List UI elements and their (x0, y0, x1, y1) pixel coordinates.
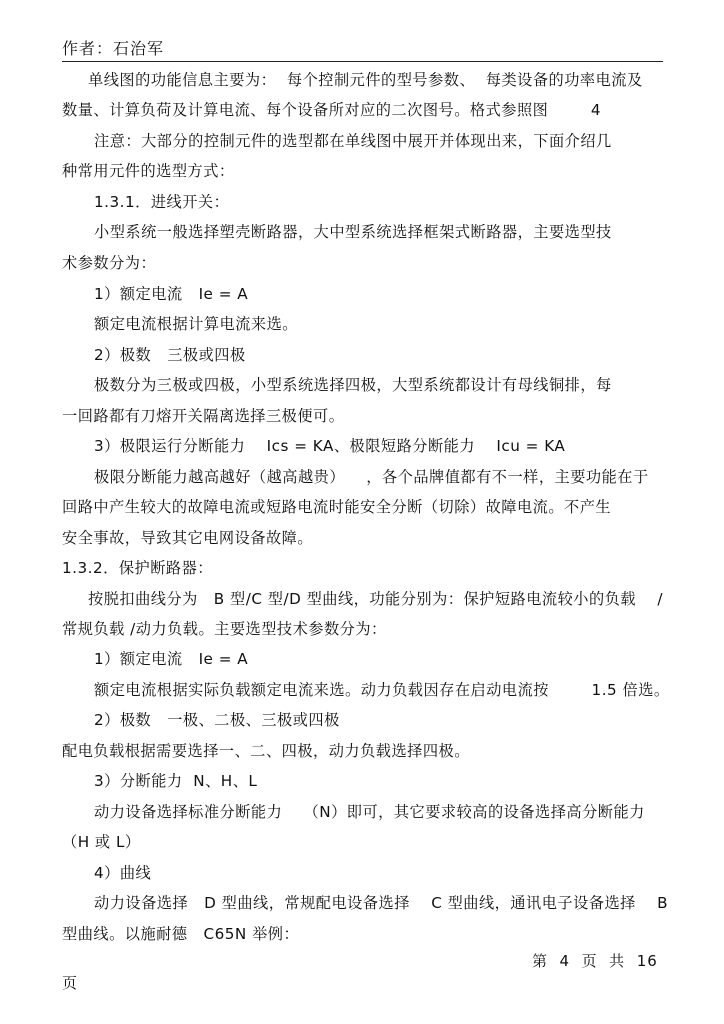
text-line: 1）额定电流 Ie = A (94, 650, 249, 668)
text-line: 种常用元件的选型方式： (62, 162, 235, 180)
text-line: 动力设备选择标准分断能力 （N）即可，其它要求较高的设备选择高分断能力 (94, 803, 645, 821)
text-line: 2）极数 三极或四极 (94, 346, 246, 364)
text-line: 3）分断能力 N、H、L (94, 772, 258, 790)
text-line: 常规负载 /动力负载。主要选型技术参数分为： (62, 620, 387, 638)
section-heading: 1.3.1．进线开关： (94, 193, 230, 211)
text-line: 1）额定电流 Ie = A (94, 285, 249, 303)
header-rule (62, 61, 663, 62)
text-line: 额定电流根据实际负载额定电流来选。动力负载因存在启动电流按 1.5 倍选。 (94, 681, 670, 699)
page-number: 第 4 页 共 16 (532, 952, 658, 970)
text-line: 单线图的功能信息主要为： 每个控制元件的型号参数、 每类设备的功率电流及 (88, 71, 643, 89)
text-line: 一回路都有刀熔开关隔离选择三极便可。 (62, 407, 345, 425)
author-header: 作者：石治军 (62, 39, 165, 58)
text-line: 3）极限运行分断能力 Ics = KA、极限短路分断能力 Icu = KA (94, 437, 566, 455)
text-line: 4）曲线 (94, 864, 152, 882)
text-line: 配电负载根据需要选择一、二、四极，动力负载选择四极。 (62, 742, 470, 760)
text-line: 2）极数 一极、二极、三极或四极 (94, 711, 340, 729)
text-line: 数量、计算负荷及计算电流、每个设备所对应的二次图号。格式参照图 4 (62, 101, 602, 119)
page-number-tail: 页 (62, 974, 78, 992)
text-line: 注意：大部分的控制元件的选型都在单线图中展开并体现出来，下面介绍几 (94, 132, 612, 150)
text-line: 小型系统一般选择塑壳断路器，大中型系统选择框架式断路器，主要选型技 (94, 223, 612, 241)
section-heading: 1.3.2．保护断路器： (62, 559, 213, 577)
text-line: 回路中产生较大的故障电流或短路电流时能安全分断（切除）故障电流。不产生 (62, 498, 612, 516)
text-line: 安全事故，导致其它电网设备故障。 (62, 529, 313, 547)
text-line: 极数分为三极或四极，小型系统选择四极，大型系统都设计有母线铜排，每 (94, 376, 612, 394)
text-line: 型曲线。以施耐德 C65N 举例： (62, 925, 300, 943)
text-line: （H 或 L） (62, 833, 141, 851)
text-line: 额定电流根据计算电流来选。 (94, 315, 298, 333)
text-line: 按脱扣曲线分为 B 型/C 型/D 型曲线，功能分别为：保护短路电流较小的负载 / (88, 590, 663, 608)
text-line: 动力设备选择 D 型曲线，常规配电设备选择 C 型曲线，通讯电子设备选择 B (94, 894, 669, 912)
text-line: 术参数分为： (62, 254, 157, 272)
text-line: 极限分断能力越高越好（越高越贵） ，各个品牌值都有不一样，主要功能在于 (94, 468, 649, 486)
